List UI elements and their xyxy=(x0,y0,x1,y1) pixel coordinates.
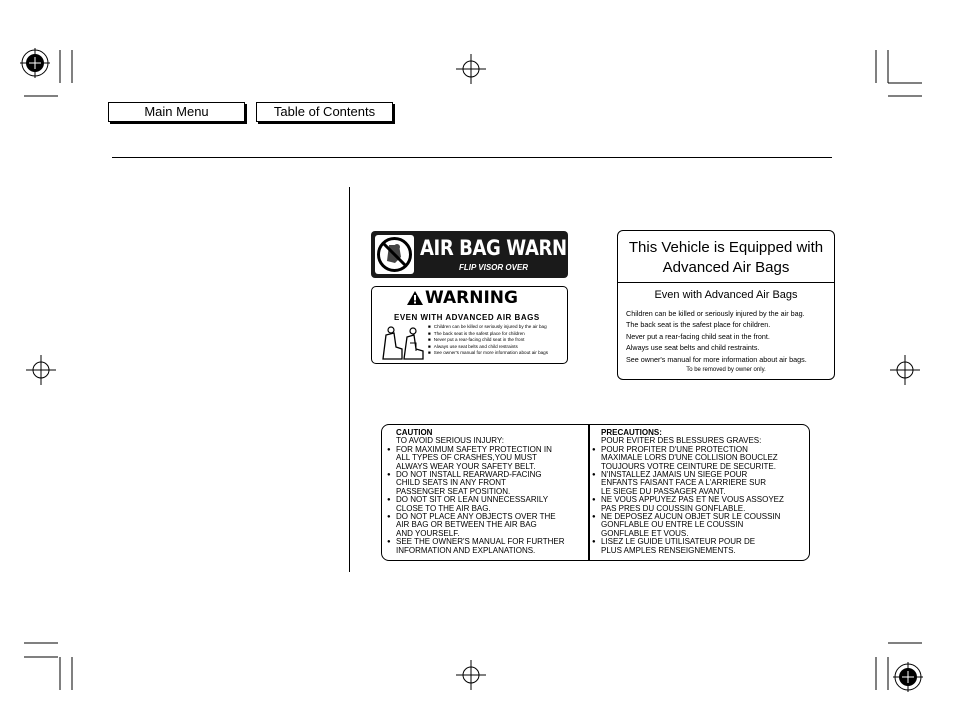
list-item: ■ Always use seat belts and child restraints xyxy=(428,344,548,351)
list-item: ● SEE THE OWNER'S MANUAL FOR FURTHER INFORMATION AND EXPLANATIONS. xyxy=(387,537,565,555)
bullet-icon: ● xyxy=(387,472,391,479)
warning-title: WARNING xyxy=(425,288,518,308)
caution-heading: CAUTION xyxy=(396,428,433,437)
list-item: ■ The back seat is the safest place for children xyxy=(428,331,548,338)
divider xyxy=(618,282,834,283)
header-rule xyxy=(112,157,832,158)
list-item: ● POUR PROFITER D'UNE PROTECTION MAXIMALE LORS D'UNE COLLISION BOUCLEZ TOUJOURS VOTRE CEINTURE DE SECURITE. xyxy=(592,444,778,471)
list-item: ■ See owner's manual for more information about air bags xyxy=(428,350,548,357)
list-item: ● LISEZ LE GUIDE UTILISATEUR POUR DE PLUS AMPLES RENSEIGNEMENTS. xyxy=(592,537,756,555)
advanced-lines xyxy=(626,308,807,365)
crosshair-icon xyxy=(890,355,920,385)
list-item: ● DO NOT INSTALL REARWARD-FACING CHILD SEATS IN ANY FRONT PASSENGER SEAT POSITION. xyxy=(387,470,542,496)
bullet-icon: ● xyxy=(592,539,596,546)
list-item: Always use seat belts and child restraints. xyxy=(626,343,760,353)
bullet-icon: ● xyxy=(387,446,391,453)
crosshair-icon xyxy=(456,54,486,84)
list-item: See owner's manual for more information about air bags. xyxy=(626,354,807,364)
column-divider xyxy=(349,187,350,572)
advanced-title-line2: Advanced Air Bags xyxy=(662,259,790,276)
list-item: ● FOR MAXIMUM SAFETY PROTECTION IN ALL TYPES OF CRASHES,YOU MUST ALWAYS WEAR YOUR SAFETY BELT. xyxy=(387,444,552,471)
bullet-icon: ● xyxy=(592,497,596,504)
list-item: ■ Never put a rear-facing child seat in the front xyxy=(428,337,548,344)
list-item: The back seat is the safest place for children. xyxy=(626,320,771,330)
advanced-title-line1: This Vehicle is Equipped with xyxy=(628,239,824,256)
registration-mark-icon xyxy=(20,48,50,78)
caution-subheading: TO AVOID SERIOUS INJURY: xyxy=(396,436,505,446)
caution-french xyxy=(592,429,784,555)
caution-english xyxy=(387,429,565,555)
list-item: ● N'INSTALLEZ JAMAIS UN SIEGE POUR ENFANTS FAISANT FACE A L'ARRIERE SUR LE SIEGE DU PASSAGER AVANT. xyxy=(592,470,766,496)
bullet-icon: ● xyxy=(592,446,596,453)
list-item: ● NE DEPOSEZ AUCUN OBJET SUR LE COUSSIN GONFLABLE OU ENTRE LE COUSSIN GONFLABLE ET VOUS. xyxy=(592,512,781,538)
bullet-icon: ● xyxy=(592,514,596,521)
airbag-warning-title: AIR BAG WARNING xyxy=(420,236,603,260)
crosshair-icon xyxy=(456,660,486,690)
list-item: ■ Children can be killed or seriously injured by the air bag xyxy=(428,324,548,331)
advanced-note: To be removed by owner only. xyxy=(686,367,766,373)
list-item: ● DO NOT PLACE ANY OBJECTS OVER THE AIR BAG OR BETWEEN THE AIR BAG AND YOURSELF. xyxy=(387,512,556,538)
table-of-contents-button[interactable]: Table of Contents xyxy=(256,102,393,122)
advanced-heading: Even with Advanced Air Bags xyxy=(654,289,798,301)
bullet-icon: ● xyxy=(387,514,391,521)
warning-list xyxy=(428,324,548,357)
list-item: Children can be killed or seriously injured by the air bag. xyxy=(626,309,805,318)
list-item: ● DO NOT SIT OR LEAN UNNECESSARILY CLOSE TO THE AIR BAG. xyxy=(387,495,549,513)
child-seat-figures-icon xyxy=(380,325,426,361)
caution-label xyxy=(381,424,810,561)
main-menu-button[interactable]: Main Menu xyxy=(108,102,245,122)
list-item: ● NE VOUS APPUYEZ PAS ET NE VOUS ASSOYEZ PAS PRES DU COUSSIN GONFLABLE. xyxy=(592,495,784,513)
advanced-airbags-label xyxy=(617,230,835,380)
divider xyxy=(588,425,590,560)
warning-label xyxy=(371,286,568,364)
precautions-subheading: POUR EVITER DES BLESSURES GRAVES: xyxy=(601,436,762,446)
list-item: Never put a rear-facing child seat in the front. xyxy=(626,331,770,341)
bullet-icon: ● xyxy=(592,472,596,479)
crosshair-icon xyxy=(26,355,56,385)
precautions-heading: PRECAUTIONS: xyxy=(601,428,662,437)
airbag-warning-label xyxy=(371,231,603,278)
bullet-icon: ● xyxy=(387,539,391,546)
no-child-seat-icon xyxy=(375,235,414,274)
airbag-warning-subtitle: FLIP VISOR OVER xyxy=(459,263,529,272)
bullet-icon: ● xyxy=(387,497,391,504)
registration-mark-icon xyxy=(893,662,923,692)
warning-subtitle: EVEN WITH ADVANCED AIR BAGS xyxy=(394,313,540,322)
warning-triangle-icon xyxy=(407,291,423,305)
